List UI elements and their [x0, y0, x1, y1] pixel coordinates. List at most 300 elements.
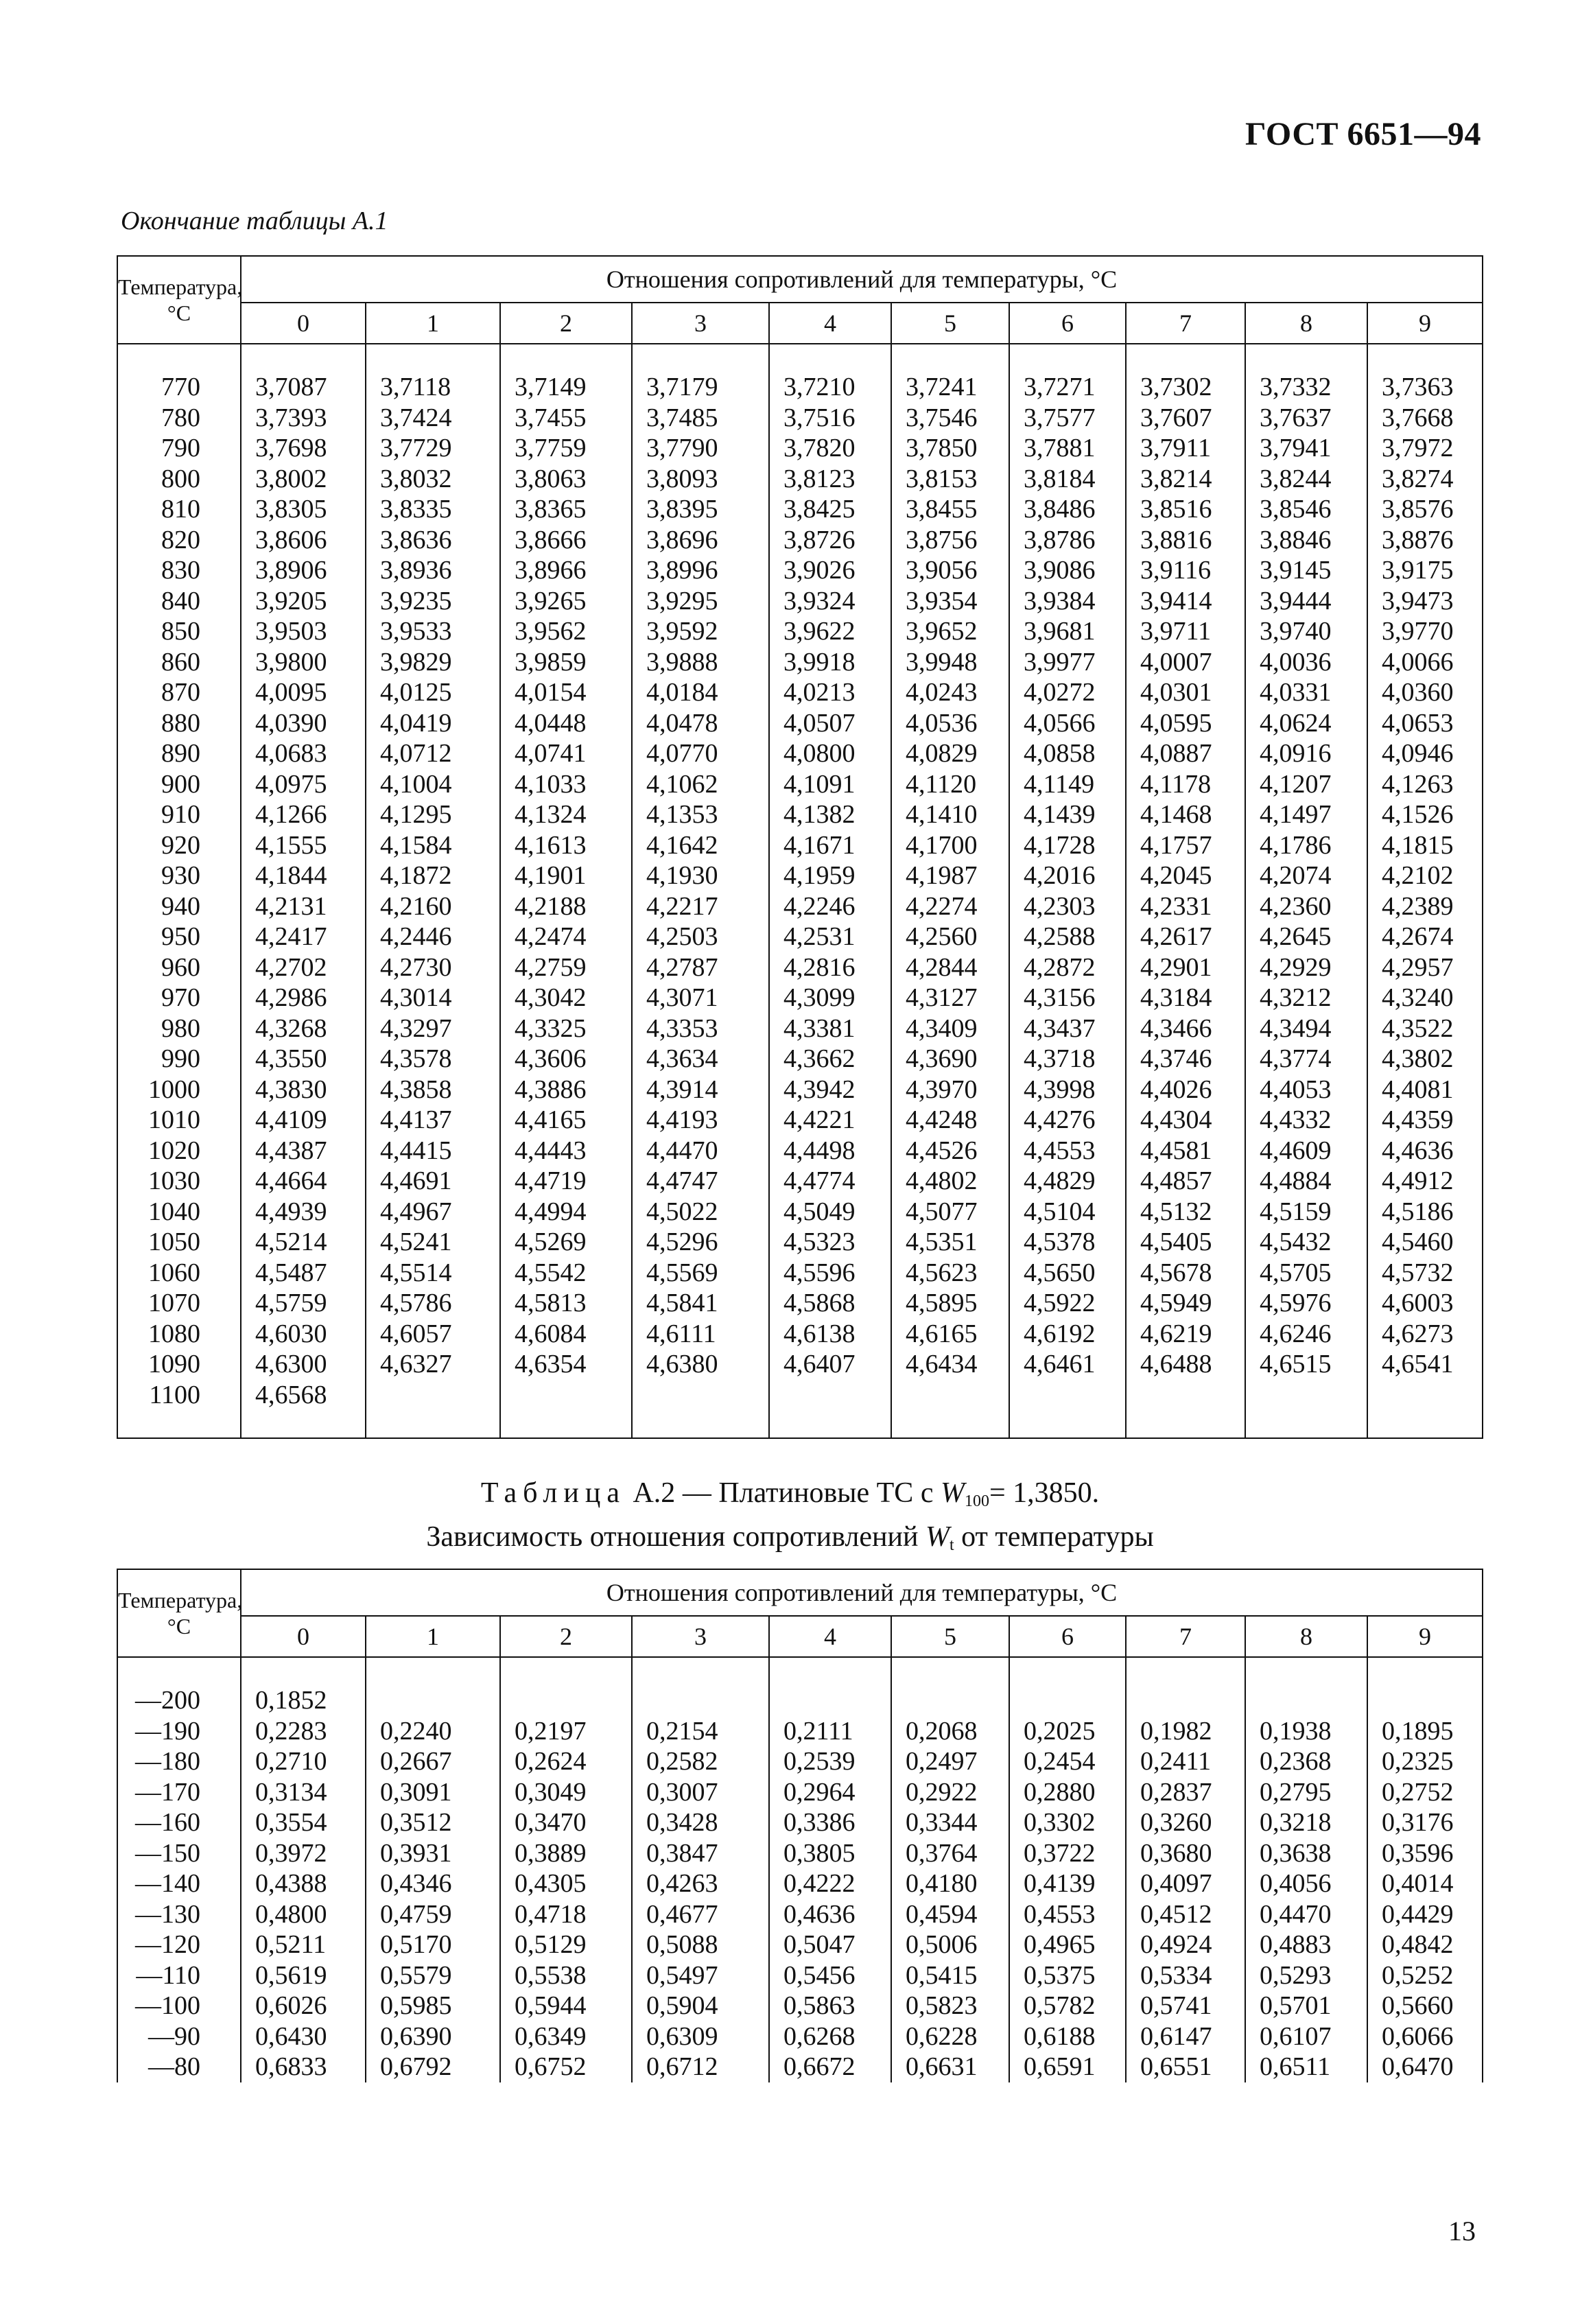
table-row — [117, 1899, 1483, 1930]
ratio-cell: 0,4388 — [241, 1868, 366, 1899]
ratio-cell: 3,9116 — [1126, 555, 1245, 586]
ratio-cell: 3,9770 — [1367, 616, 1483, 647]
table-row — [117, 922, 1483, 952]
ratio-cell: 4,5976 — [1245, 1288, 1367, 1319]
ratio-cell: 0,2539 — [769, 1746, 891, 1777]
ratio-cell: 4,5732 — [1367, 1258, 1483, 1289]
column-header-row — [117, 1616, 1483, 1657]
temperature-cell: 1080 — [117, 1319, 241, 1350]
ratio-cell: 3,9681 — [1009, 616, 1126, 647]
ratio-cell: 0,2411 — [1126, 1746, 1245, 1777]
temperature-cell: 910 — [117, 799, 241, 830]
ratio-cell: 4,3578 — [366, 1044, 500, 1075]
table-row — [117, 403, 1483, 434]
ratio-cell — [632, 1380, 769, 1411]
ratio-cell: 4,5542 — [500, 1258, 632, 1289]
ratio-cell: 4,1410 — [891, 799, 1009, 830]
ratio-cell: 4,5405 — [1126, 1227, 1245, 1258]
ratio-cell: 3,9503 — [241, 616, 366, 647]
ratio-cell: 4,2474 — [500, 922, 632, 952]
ratio-cell: 4,1382 — [769, 799, 891, 830]
ratio-cell: 3,9800 — [241, 647, 366, 678]
ratio-cell: 0,6066 — [1367, 2021, 1483, 2052]
temperature-cell: 1090 — [117, 1349, 241, 1380]
column-header: 7 — [1126, 303, 1245, 344]
ratio-cell: 4,0536 — [891, 708, 1009, 739]
ratio-cell: 4,6380 — [632, 1349, 769, 1380]
temperature-cell: 780 — [117, 403, 241, 434]
ratio-cell: 3,8636 — [366, 525, 500, 556]
ratio-cell: 3,7759 — [500, 433, 632, 464]
ratio-cell: 4,5241 — [366, 1227, 500, 1258]
ratio-cell: 3,7972 — [1367, 433, 1483, 464]
ratio-cell: 0,3470 — [500, 1807, 632, 1838]
ratio-cell: 3,8936 — [366, 555, 500, 586]
ratio-cell: 4,4857 — [1126, 1166, 1245, 1197]
table-row — [117, 1136, 1483, 1166]
table-row — [117, 1013, 1483, 1044]
ratio-cell: 4,3970 — [891, 1075, 1009, 1105]
ratio-cell: 0,4056 — [1245, 1868, 1367, 1899]
ratio-cell — [500, 1685, 632, 1716]
temperature-cell: 960 — [117, 952, 241, 983]
table-row — [117, 1807, 1483, 1838]
ratio-cell: 4,1353 — [632, 799, 769, 830]
column-header: 3 — [632, 1616, 769, 1657]
ratio-cell: 4,2730 — [366, 952, 500, 983]
ratio-cell: 4,4137 — [366, 1105, 500, 1136]
column-header: 4 — [769, 303, 891, 344]
ratio-cell: 4,6407 — [769, 1349, 891, 1380]
ratio-cell: 4,2217 — [632, 891, 769, 922]
ratio-cell: 4,3998 — [1009, 1075, 1126, 1105]
ratio-cell: 4,5077 — [891, 1197, 1009, 1228]
ratio-cell: 4,4939 — [241, 1197, 366, 1228]
ratio-cell: 0,4429 — [1367, 1899, 1483, 1930]
ratio-cell: 0,2880 — [1009, 1777, 1126, 1808]
ratio-cell: 4,0800 — [769, 738, 891, 769]
ratio-cell: 0,5579 — [366, 1960, 500, 1991]
ratio-cell: 4,1324 — [500, 799, 632, 830]
ratio-cell: 4,0095 — [241, 677, 366, 708]
ratio-cell: 0,6390 — [366, 2021, 500, 2052]
ratio-cell: 4,5186 — [1367, 1197, 1483, 1228]
ratio-cell: 3,7850 — [891, 433, 1009, 464]
table-row — [117, 586, 1483, 617]
ratio-cell: 4,3914 — [632, 1075, 769, 1105]
ratio-cell: 4,1149 — [1009, 769, 1126, 800]
ratio-cell: 4,5460 — [1367, 1227, 1483, 1258]
ratio-cell: 4,2389 — [1367, 891, 1483, 922]
ratio-cell: 4,6030 — [241, 1319, 366, 1350]
ratio-cell: 4,4581 — [1126, 1136, 1245, 1166]
ratio-cell: 3,7790 — [632, 433, 769, 464]
ratio-cell: 4,0975 — [241, 769, 366, 800]
ratio-cell: 4,5813 — [500, 1288, 632, 1319]
ratio-cell: 3,7424 — [366, 403, 500, 434]
ratio-cell: 0,4346 — [366, 1868, 500, 1899]
table-row — [117, 1746, 1483, 1777]
ratio-cell: 0,3218 — [1245, 1807, 1367, 1838]
ratio-cell: 0,5170 — [366, 1929, 500, 1960]
ratio-cell: 0,2582 — [632, 1746, 769, 1777]
column-header: 4 — [769, 1616, 891, 1657]
ratio-cell: 3,7668 — [1367, 403, 1483, 434]
ratio-cell: 0,3889 — [500, 1838, 632, 1869]
ratio-cell: 4,6434 — [891, 1349, 1009, 1380]
ratio-cell — [891, 1380, 1009, 1411]
ratio-cell: 4,2816 — [769, 952, 891, 983]
ratio-cell: 0,3638 — [1245, 1838, 1367, 1869]
ratio-cell: 4,1120 — [891, 769, 1009, 800]
spacer-row — [117, 344, 1483, 372]
ratio-cell: 0,4800 — [241, 1899, 366, 1930]
ratio-cell: 3,8786 — [1009, 525, 1126, 556]
table-row — [117, 952, 1483, 983]
ratio-cell: 0,3091 — [366, 1777, 500, 1808]
ratio-cell: 4,3156 — [1009, 983, 1126, 1013]
temperature-cell: —160 — [117, 1807, 241, 1838]
ratio-cell: 0,6792 — [366, 2052, 500, 2082]
ratio-cell: 0,5211 — [241, 1929, 366, 1960]
ratio-cell: 0,2497 — [891, 1746, 1009, 1777]
ratio-cell: 4,0887 — [1126, 738, 1245, 769]
column-header: 7 — [1126, 1616, 1245, 1657]
table-row — [117, 372, 1483, 403]
ratio-cell: 0,5415 — [891, 1960, 1009, 1991]
table1-caption: Окончание таблицы А.1 — [121, 207, 388, 235]
table-row — [117, 433, 1483, 464]
ratio-cell: 0,4263 — [632, 1868, 769, 1899]
ratio-cell: 4,2531 — [769, 922, 891, 952]
ratio-cell: 4,4526 — [891, 1136, 1009, 1166]
ratio-cell: 3,9026 — [769, 555, 891, 586]
ratio-cell: 4,2759 — [500, 952, 632, 983]
ratio-cell: 3,7881 — [1009, 433, 1126, 464]
temperature-cell: —130 — [117, 1899, 241, 1930]
column-header: 5 — [891, 1616, 1009, 1657]
group-header: Отношения сопротивлений для температуры, °С — [241, 256, 1483, 303]
ratio-cell: 0,6470 — [1367, 2052, 1483, 2082]
ratio-cell: 4,6515 — [1245, 1349, 1367, 1380]
ratio-cell: 0,6026 — [241, 1991, 366, 2021]
ratio-cell: 4,2160 — [366, 891, 500, 922]
ratio-cell: 4,5705 — [1245, 1258, 1367, 1289]
ratio-cell: 4,3718 — [1009, 1044, 1126, 1075]
ratio-cell: 4,0595 — [1126, 708, 1245, 739]
ratio-cell: 4,4443 — [500, 1136, 632, 1166]
ratio-cell: 4,0125 — [366, 677, 500, 708]
ratio-cell: 0,5863 — [769, 1991, 891, 2021]
ratio-cell: 4,4802 — [891, 1166, 1009, 1197]
ratio-cell: 4,5596 — [769, 1258, 891, 1289]
ratio-cell: 4,5922 — [1009, 1288, 1126, 1319]
ratio-cell: 4,4829 — [1009, 1166, 1126, 1197]
ratio-cell: 4,3606 — [500, 1044, 632, 1075]
ratio-cell: 3,7637 — [1245, 403, 1367, 434]
ratio-cell: 4,4304 — [1126, 1105, 1245, 1136]
ratio-cell — [1009, 1685, 1126, 1716]
column-header: 0 — [241, 303, 366, 344]
ratio-cell: 0,2837 — [1126, 1777, 1245, 1808]
ratio-cell: 3,9473 — [1367, 586, 1483, 617]
temperature-cell: —180 — [117, 1746, 241, 1777]
ratio-cell: 3,7485 — [632, 403, 769, 434]
temperature-cell: 990 — [117, 1044, 241, 1075]
ratio-cell: 4,3830 — [241, 1075, 366, 1105]
ratio-cell: 4,6192 — [1009, 1319, 1126, 1350]
ratio-cell: 3,9740 — [1245, 616, 1367, 647]
ratio-cell: 4,2872 — [1009, 952, 1126, 983]
ratio-cell: 0,6591 — [1009, 2052, 1126, 2082]
ratio-cell: 3,9622 — [769, 616, 891, 647]
temperature-cell: 820 — [117, 525, 241, 556]
ratio-cell: 0,4594 — [891, 1899, 1009, 1930]
ratio-cell: 0,3049 — [500, 1777, 632, 1808]
ratio-cell: 4,5351 — [891, 1227, 1009, 1258]
ratio-cell — [1126, 1685, 1245, 1716]
ratio-cell: 4,5104 — [1009, 1197, 1126, 1228]
ratio-cell: 0,5293 — [1245, 1960, 1367, 1991]
ratio-cell: 4,4276 — [1009, 1105, 1126, 1136]
ratio-cell: 3,7607 — [1126, 403, 1245, 434]
temperature-cell: 1030 — [117, 1166, 241, 1197]
ratio-cell: 4,2331 — [1126, 891, 1245, 922]
ratio-cell: 4,2045 — [1126, 860, 1245, 891]
ratio-cell: 0,4222 — [769, 1868, 891, 1899]
ratio-cell: 0,6551 — [1126, 2052, 1245, 2082]
ratio-cell: 4,4747 — [632, 1166, 769, 1197]
temperature-cell: 890 — [117, 738, 241, 769]
ratio-cell: 4,5569 — [632, 1258, 769, 1289]
ratio-cell: 0,1982 — [1126, 1716, 1245, 1747]
ratio-cell: 3,9592 — [632, 616, 769, 647]
ratio-cell: 3,7210 — [769, 372, 891, 403]
ratio-cell: 4,2901 — [1126, 952, 1245, 983]
table-row — [117, 677, 1483, 708]
table-row — [117, 2052, 1483, 2082]
ratio-cell: 3,7577 — [1009, 403, 1126, 434]
ratio-cell: 4,0390 — [241, 708, 366, 739]
ratio-cell: 0,4512 — [1126, 1899, 1245, 1930]
ratio-cell: 0,2922 — [891, 1777, 1009, 1808]
ratio-cell: 4,2246 — [769, 891, 891, 922]
ratio-cell: 3,7393 — [241, 403, 366, 434]
ratio-cell: 0,6631 — [891, 2052, 1009, 2082]
ratio-cell: 3,8696 — [632, 525, 769, 556]
temperature-cell: 980 — [117, 1013, 241, 1044]
ratio-cell: 3,8455 — [891, 494, 1009, 525]
ratio-cell: 4,6300 — [241, 1349, 366, 1380]
ratio-cell: 4,5623 — [891, 1258, 1009, 1289]
table-row — [117, 891, 1483, 922]
table2-caption-value: = 1,3850. — [989, 1477, 1100, 1509]
temperature-cell: 880 — [117, 708, 241, 739]
table-row — [117, 1105, 1483, 1136]
ratio-cell: 4,5514 — [366, 1258, 500, 1289]
ratio-cell: 4,2503 — [632, 922, 769, 952]
ratio-cell: 4,1468 — [1126, 799, 1245, 830]
ratio-cell: 4,0036 — [1245, 647, 1367, 678]
ratio-cell: 3,8606 — [241, 525, 366, 556]
column-header: 6 — [1009, 303, 1126, 344]
table-row — [117, 494, 1483, 525]
ratio-cell: 3,7332 — [1245, 372, 1367, 403]
table-a1-continuation — [117, 255, 1483, 1439]
ratio-cell: 4,6165 — [891, 1319, 1009, 1350]
ratio-cell: 4,0712 — [366, 738, 500, 769]
table-row — [117, 1777, 1483, 1808]
table-row — [117, 983, 1483, 1013]
ratio-cell: 4,3184 — [1126, 983, 1245, 1013]
ratio-cell: 0,4139 — [1009, 1868, 1126, 1899]
ratio-cell: 0,5944 — [500, 1991, 632, 2021]
ratio-cell: 0,2624 — [500, 1746, 632, 1777]
ratio-cell: 0,5701 — [1245, 1991, 1367, 2021]
ratio-cell: 0,3428 — [632, 1807, 769, 1838]
ratio-cell: 3,8032 — [366, 464, 500, 495]
ratio-cell: 4,0770 — [632, 738, 769, 769]
ratio-cell: 4,3634 — [632, 1044, 769, 1075]
ratio-cell: 0,3512 — [366, 1807, 500, 1838]
temperature-cell: 900 — [117, 769, 241, 800]
ratio-cell: 4,4053 — [1245, 1075, 1367, 1105]
ratio-cell: 4,2016 — [1009, 860, 1126, 891]
temperature-cell: —190 — [117, 1716, 241, 1747]
temperature-cell: 860 — [117, 647, 241, 678]
ratio-cell: 4,0184 — [632, 677, 769, 708]
ratio-cell: 4,1844 — [241, 860, 366, 891]
ratio-cell: 0,6712 — [632, 2052, 769, 2082]
ratio-cell: 0,6228 — [891, 2021, 1009, 2052]
ratio-cell: 4,4221 — [769, 1105, 891, 1136]
ratio-cell: 0,6430 — [241, 2021, 366, 2052]
ratio-cell: 3,7149 — [500, 372, 632, 403]
ratio-cell: 4,5487 — [241, 1258, 366, 1289]
ratio-cell: 4,3886 — [500, 1075, 632, 1105]
ratio-cell: 4,0448 — [500, 708, 632, 739]
ratio-cell: 0,5985 — [366, 1991, 500, 2021]
ratio-cell: 3,7820 — [769, 433, 891, 464]
ratio-cell: 3,9086 — [1009, 555, 1126, 586]
table-row — [117, 1319, 1483, 1350]
ratio-cell: 0,2795 — [1245, 1777, 1367, 1808]
ratio-cell: 4,4109 — [241, 1105, 366, 1136]
column-header: 3 — [632, 303, 769, 344]
column-header: 1 — [366, 1616, 500, 1657]
ratio-cell: 0,5538 — [500, 1960, 632, 1991]
ratio-cell: 4,0858 — [1009, 738, 1126, 769]
ratio-cell: 4,3690 — [891, 1044, 1009, 1075]
ratio-cell: 0,6147 — [1126, 2021, 1245, 2052]
ratio-cell: 4,4081 — [1367, 1075, 1483, 1105]
ratio-cell: 4,1815 — [1367, 830, 1483, 861]
wt-subscript: t — [949, 1536, 954, 1554]
ratio-cell: 4,4719 — [500, 1166, 632, 1197]
ratio-cell: 3,8153 — [891, 464, 1009, 495]
table-row — [117, 647, 1483, 678]
temperature-cell: 1010 — [117, 1105, 241, 1136]
table-row — [117, 1380, 1483, 1411]
ratio-cell: 3,7087 — [241, 372, 366, 403]
ratio-cell: 4,1004 — [366, 769, 500, 800]
ratio-cell: 0,4759 — [366, 1899, 500, 1930]
table-row — [117, 1838, 1483, 1869]
ratio-cell: 4,2303 — [1009, 891, 1126, 922]
wt-symbol: W — [925, 1521, 950, 1553]
ratio-cell: 4,5269 — [500, 1227, 632, 1258]
ratio-cell — [632, 1685, 769, 1716]
ratio-cell: 0,2752 — [1367, 1777, 1483, 1808]
ratio-cell: 0,6752 — [500, 2052, 632, 2082]
temperature-cell: 1020 — [117, 1136, 241, 1166]
column-header: 6 — [1009, 1616, 1126, 1657]
w-symbol: W — [940, 1477, 965, 1509]
ratio-cell: 3,9888 — [632, 647, 769, 678]
ratio-cell — [500, 1380, 632, 1411]
ratio-cell: 4,3942 — [769, 1075, 891, 1105]
ratio-cell: 4,6084 — [500, 1319, 632, 1350]
table2-caption — [0, 1475, 1580, 1563]
ratio-cell: 3,9384 — [1009, 586, 1126, 617]
ratio-cell: 4,2957 — [1367, 952, 1483, 983]
ratio-cell: 4,6219 — [1126, 1319, 1245, 1350]
temperature-cell: 850 — [117, 616, 241, 647]
ratio-cell: 4,5049 — [769, 1197, 891, 1228]
ratio-cell: 3,9562 — [500, 616, 632, 647]
ratio-cell: 4,4884 — [1245, 1166, 1367, 1197]
ratio-cell: 3,8726 — [769, 525, 891, 556]
column-header: 2 — [500, 1616, 632, 1657]
ratio-cell: 3,8002 — [241, 464, 366, 495]
ratio-cell: 0,3972 — [241, 1838, 366, 1869]
table-row — [117, 1075, 1483, 1105]
table2-caption-prefix: Таблица — [480, 1477, 626, 1509]
temperature-cell: —200 — [117, 1685, 241, 1716]
ratio-cell: 4,2074 — [1245, 860, 1367, 891]
ratio-cell: 4,3494 — [1245, 1013, 1367, 1044]
ratio-cell: 3,9295 — [632, 586, 769, 617]
ratio-cell: 3,8425 — [769, 494, 891, 525]
table-row — [117, 1349, 1483, 1380]
table2-caption-line2-end: от температуры — [961, 1521, 1154, 1553]
ratio-cell: 0,5375 — [1009, 1960, 1126, 1991]
ratio-cell: 3,9235 — [366, 586, 500, 617]
ratio-cell: 0,1938 — [1245, 1716, 1367, 1747]
ratio-cell: 4,3662 — [769, 1044, 891, 1075]
ratio-cell: 0,3134 — [241, 1777, 366, 1808]
ratio-cell: 4,5296 — [632, 1227, 769, 1258]
table-row — [117, 708, 1483, 739]
temperature-cell: 930 — [117, 860, 241, 891]
ratio-cell: 3,7241 — [891, 372, 1009, 403]
ratio-cell: 3,8395 — [632, 494, 769, 525]
ratio-cell: 4,5214 — [241, 1227, 366, 1258]
ratio-cell: 0,4636 — [769, 1899, 891, 1930]
ratio-cell: 0,4718 — [500, 1899, 632, 1930]
ratio-cell: 4,5159 — [1245, 1197, 1367, 1228]
ratio-cell: 4,6488 — [1126, 1349, 1245, 1380]
ratio-cell: 4,2674 — [1367, 922, 1483, 952]
ratio-cell: 0,2240 — [366, 1716, 500, 1747]
ratio-cell: 0,6349 — [500, 2021, 632, 2052]
ratio-cell: 4,3127 — [891, 983, 1009, 1013]
ratio-cell: 4,2702 — [241, 952, 366, 983]
ratio-cell — [366, 1685, 500, 1716]
ratio-cell: 4,6057 — [366, 1319, 500, 1350]
ratio-cell: 3,8184 — [1009, 464, 1126, 495]
ratio-cell: 4,6273 — [1367, 1319, 1483, 1350]
